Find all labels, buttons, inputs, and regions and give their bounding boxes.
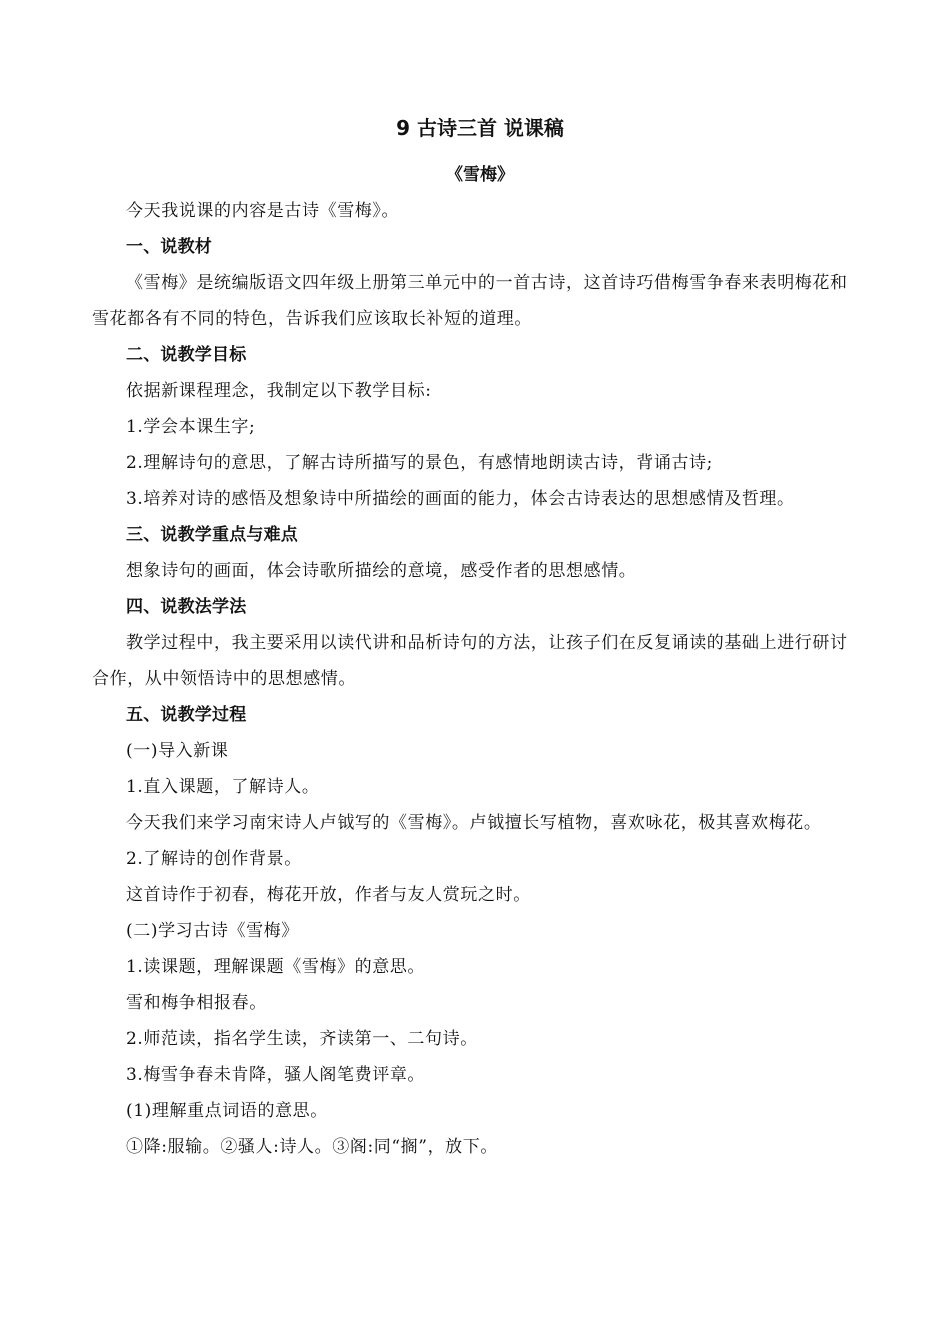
body-paragraph: 想象诗句的画面，体会诗歌所描绘的意境，感受作者的思想感情。 [126, 561, 637, 581]
body-paragraph: 2.理解诗句的意思，了解古诗所描写的景色，有感情地朗读古诗，背诵古诗; [126, 453, 713, 473]
body-paragraph: 1.学会本课生字; [126, 417, 256, 437]
section-heading: 四、说教法学法 [126, 597, 247, 617]
body-paragraph: 依据新课程理念，我制定以下教学目标: [126, 381, 432, 401]
body-paragraph: 今天我们来学习南宋诗人卢钺写的《雪梅》。卢钺擅长写植物，喜欢咏花，极其喜欢梅花。 [126, 813, 822, 833]
body-paragraph: 雪和梅争相报春。 [126, 993, 267, 1013]
section-heading: 三、说教学重点与难点 [126, 525, 298, 545]
section-heading: 一、说教材 [126, 237, 212, 257]
body-paragraph: 1.直入课题，了解诗人。 [126, 777, 320, 797]
body-paragraph: 3.梅雪争春未肯降，骚人阁笔费评章。 [126, 1065, 426, 1085]
document-subtitle: 《雪梅》 [446, 165, 514, 185]
body-paragraph: 1.读课题，理解课题《雪梅》的意思。 [126, 957, 426, 977]
body-paragraph: (二)学习古诗《雪梅》 [126, 921, 299, 941]
body-paragraph: 今天我说课的内容是古诗《雪梅》。 [126, 201, 400, 221]
section-heading: 二、说教学目标 [126, 345, 247, 365]
body-paragraph: (一)导入新课 [126, 741, 229, 761]
body-paragraph: 《雪梅》是统编版语文四年级上册第三单元中的一首古诗，这首诗巧借梅雪争春来表明梅花和雪花都各有不同的特色，告诉我们应该取长补短的道理。 [92, 273, 848, 329]
document-page [92, 110, 858, 1165]
section-heading: 五、说教学过程 [126, 705, 247, 725]
document-body [92, 193, 858, 1165]
body-paragraph: ①降:服输。②骚人:诗人。③阁:同“搁”，放下。 [126, 1137, 498, 1157]
body-paragraph: 这首诗作于初春，梅花开放，作者与友人赏玩之时。 [126, 885, 531, 905]
document-title: 9 古诗三首 说课稿 [396, 116, 564, 140]
body-paragraph: 3.培养对诗的感悟及想象诗中所描绘的画面的能力，体会古诗表达的思想感情及哲理。 [126, 489, 795, 509]
body-paragraph: (1)理解重点词语的意思。 [126, 1101, 328, 1121]
body-paragraph: 2.了解诗的创作背景。 [126, 849, 302, 869]
body-paragraph: 教学过程中，我主要采用以读代讲和品析诗句的方法，让孩子们在反复诵读的基础上进行研讨合作，从中领悟诗中的思想感情。 [92, 633, 848, 689]
body-paragraph: 2.师范读，指名学生读，齐读第一、二句诗。 [126, 1029, 478, 1049]
